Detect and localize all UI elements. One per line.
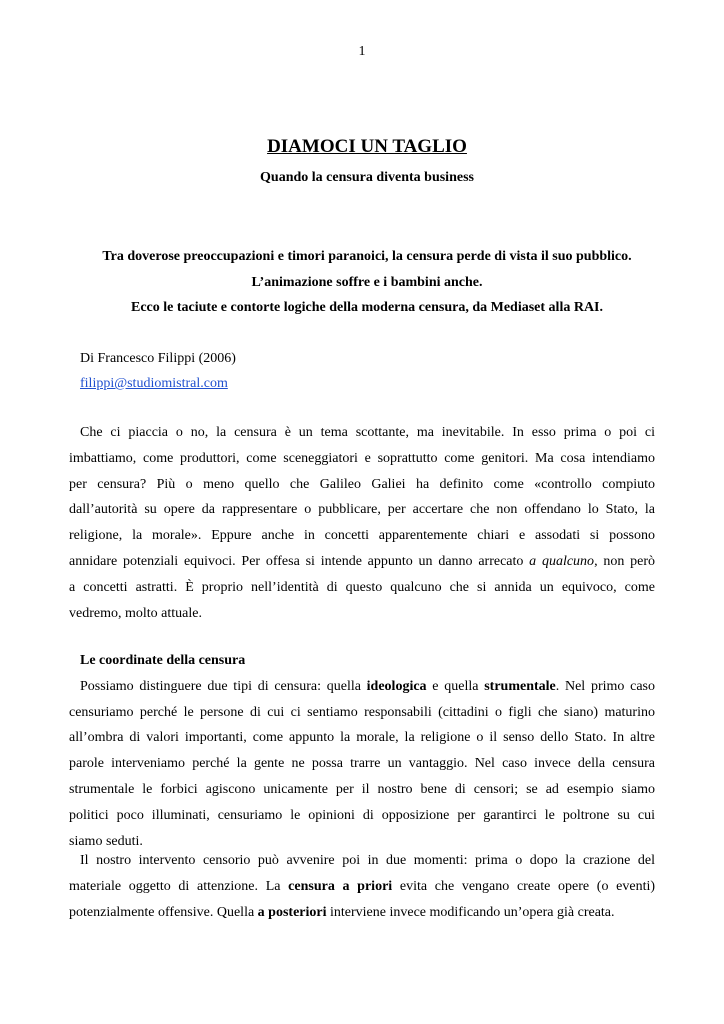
bold-term: a posteriori	[257, 904, 327, 920]
paragraph-line: politici poco illuminati, censuriamo le opinioni di opposizione per garantirci le poltrone su cui	[69, 807, 655, 823]
text-run: annidare potenziali equivoci. Per offesa si intende appunto un danno arrecato	[69, 553, 530, 569]
section-timing-paragraph	[69, 848, 655, 925]
bold-term: strumentale	[484, 678, 556, 694]
section-coordinates	[69, 648, 655, 854]
abstract-line: Tra doverose preoccupazioni e timori paranoici, la censura perde di vista il suo pubblico.	[102, 249, 632, 264]
document-title: DIAMOCI UN TAGLIO	[267, 136, 467, 157]
author-line: Di Francesco Filippi (2006)	[80, 351, 236, 366]
text-run: materiale oggetto di attenzione. La	[69, 878, 289, 894]
paragraph-line: strumentale le forbici agiscono unicamente per il nostro bene di censori; se ad esempio siamo	[69, 781, 655, 797]
document-subtitle: Quando la censura diventa business	[260, 170, 474, 185]
emphasis-text: a qualcuno	[529, 553, 595, 569]
paragraph-line: Che ci piaccia o no, la censura è un tema scottante, ma inevitabile. In esso prima o poi ci	[80, 425, 655, 440]
text-run: . Nel primo caso	[555, 678, 655, 694]
text-run: evita che vengano create opere (o eventi)	[392, 878, 656, 894]
paragraph-line: vedremo, molto attuale.	[69, 605, 202, 621]
paragraph-line: censuriamo perché le persone di cui ci sentiamo responsabili (cittadini o figli che siano) maturino	[69, 704, 655, 720]
paragraph-line: siamo seduti.	[69, 833, 143, 849]
abstract	[60, 244, 674, 321]
paragraph-line: Il nostro intervento censorio può avvenire poi in due momenti: prima o dopo la crazione del	[80, 853, 655, 868]
author-email-link[interactable]: filippi@studiomistral.com	[80, 376, 228, 391]
bold-term: ideologica	[366, 678, 427, 694]
paragraph-line: all’ombra di valori importanti, come appunto la morale, la religione o il senso dello Stato. In altre	[69, 730, 655, 746]
bold-term: censura a priori	[288, 878, 393, 894]
paragraph-line	[69, 549, 655, 575]
paragraph-line: per censura? Più o meno quello che Galileo Galiei ha definito come «controllo compiuto	[69, 476, 655, 492]
paragraph-line	[69, 874, 655, 900]
paragraph-line	[69, 900, 655, 926]
text-run: interviene invece modificando un’opera già creata.	[326, 904, 615, 920]
paragraph-line: dall’autorità su opere da rappresentare o pubblicare, per accertare che non offendano lo Stato, la	[69, 502, 655, 518]
paragraph-line: parole interveniamo perché la gente ne possa trarre un vantaggio. Nel caso invece della censura	[69, 756, 655, 772]
text-run: potenzialmente offensive. Quella	[69, 904, 258, 920]
paragraph-line	[69, 674, 655, 700]
paragraph-line: a concetti astratti. È proprio nell’identità di questo qualcuno che si annida un equivoco, come	[69, 579, 655, 595]
text-run: Possiamo distinguere due tipi di censura: quella	[80, 678, 367, 694]
section-heading: Le coordinate della censura	[80, 653, 246, 668]
byline	[80, 346, 236, 396]
intro-paragraph	[69, 420, 655, 626]
page-number: 1	[358, 44, 366, 59]
text-run: , non però	[594, 553, 655, 569]
paragraph-line: imbattiamo, come produttori, come sceneggiatori e soprattutto come genitori. Ma cosa intendiamo	[69, 450, 655, 466]
paragraph-line: religione, la morale». Eppure anche in concetti apparentemente chiari e assodati si possono	[69, 528, 655, 544]
text-run: e quella	[426, 678, 485, 694]
abstract-line: L’animazione soffre e i bambini anche.	[251, 274, 483, 290]
abstract-line: Ecco le taciute e contorte logiche della moderna censura, da Mediaset alla RAI.	[130, 300, 604, 315]
